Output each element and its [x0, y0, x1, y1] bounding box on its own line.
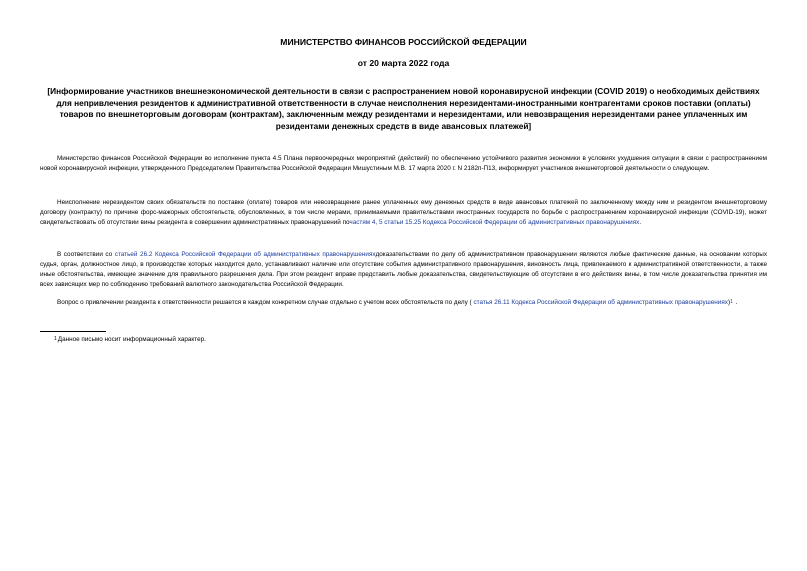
paragraph-2-text-after: .	[639, 218, 642, 226]
paragraph-4-text-after: )	[727, 299, 731, 306]
law-link-article-26-11[interactable]: статья 26.11 Кодекса Российской Федерации об административных правонарушениях	[473, 299, 728, 306]
paragraph-2	[40, 198, 767, 228]
law-link-article-26-2[interactable]: статьей 26.2 Кодекса Российской Федерации об административных правонарушениях	[114, 251, 376, 258]
paragraph-4-text-end: .	[735, 299, 738, 306]
footnote-text: Данное письмо носит информационный характер.	[57, 336, 206, 343]
footnote-divider	[40, 331, 106, 332]
footnote-mark: 1	[54, 336, 57, 342]
paragraph-3-text-before: В соответствии со	[57, 251, 113, 258]
document-title: [Информирование участников внешнеэкономической деятельности в связи с распространением новой коронавирусной инфекции (COVID 2019) о необходимых действиях для непривлечения резидентов к административной ответственности в случае неисполнения нерезидентами-иностранными контрагентами сроков поставки (оплаты) товаров по внешнеторговым договорам (контрактам), заключенным между резидентами и нерезидентами, или невозвращения нерезидентами ранее уплаченных им резидентами денежных средств в виде авансовых платежей]	[47, 86, 760, 132]
footnote	[54, 335, 206, 344]
paragraph-3	[40, 250, 767, 290]
paragraph-1	[40, 154, 767, 174]
paragraph-2-text-before: Неисполнение нерезидентом своих обязательств по поставке (оплате) товаров или невозвращение ранее уплаченных ему денежных средств в виде авансовых платежей по заключенному между ним и резидентом внешнеторговому договору (контракту) по причине форс-мажорных обстоятельств, обусловленных, в том числе мерами, принимаемыми правительствами иностранных государств по борьбе с распространением коронавирусной инфекции (COVID-19), может свидетельствовать об отсутствии вины резидента в совершении административных правонарушений по	[40, 199, 767, 226]
paragraph-4	[40, 298, 767, 308]
paragraph-4-text-before: Вопрос о привлечении резидента к ответственности решается в каждом конкретном случае отдельно с учетом всех обстоятельств по делу (	[57, 299, 472, 306]
document-date: от 20 марта 2022 года	[357, 58, 450, 68]
paragraph-1-text: Министерство финансов Российской Федерации во исполнение пункта 4.5 Плана первоочередных мероприятий (действий) по обеспечению устойчивого развития экономики в условиях ухудшения ситуации в связи с распространением новой коронавирусной инфекции, утвержденного Председателем Правительства Российской Федерации Мишустиным М.В. 17 марта 2020 г. N 2182п-П13, информирует участников внешнеторговой деятельности о следующем.	[40, 155, 767, 172]
law-link-article-15-25[interactable]: частям 4, 5 статьи 15.25 Кодекса Российской Федерации об административных правонарушениях	[349, 218, 640, 226]
paragraph-3-text-after: доказательствами по делу об административном правонарушении являются любые фактические данные, на основании которых судья, орган, должностное лицо, в производстве которых находится дело, устанавливают наличие или отсутствие события административного правонарушения, виновность лица, привлекаемого к административной ответственности, а также иные обстоятельства, имеющие значение для правильного разрешения дела. При этом резидент вправе представить любые доказательства, свидетельствующие об отсутствии в его действиях вины, в том числе доказательства принятия им всех зависящих мер по соблюдению требований валютного законодательства Российской Федерации.	[40, 251, 767, 288]
organization-heading: МИНИСТЕРСТВО ФИНАНСОВ РОССИЙСКОЙ ФЕДЕРАЦИИ	[280, 37, 527, 47]
footnote-reference[interactable]: 1	[730, 299, 733, 305]
